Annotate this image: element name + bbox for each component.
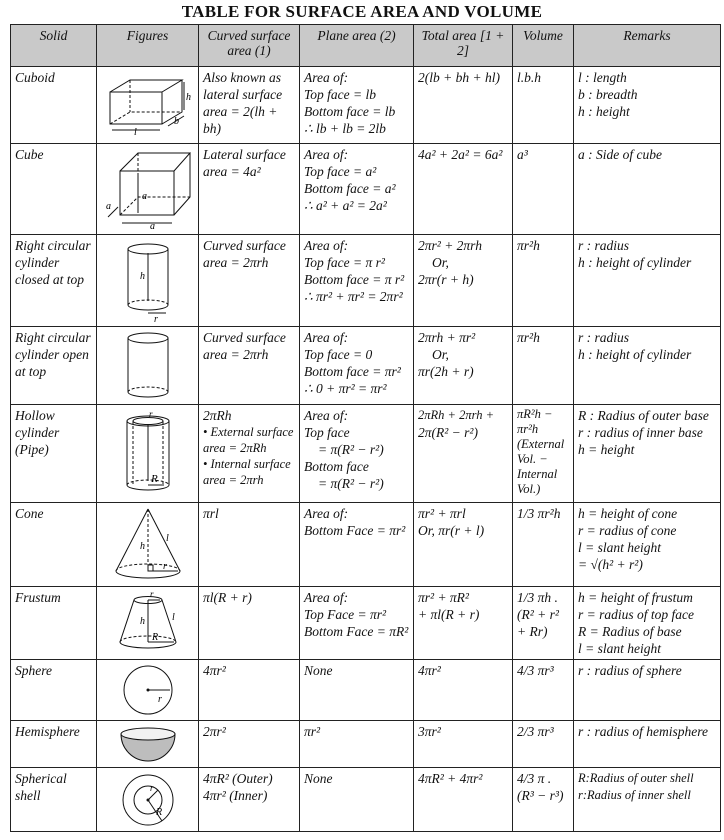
remark-line: r : radius bbox=[578, 330, 630, 345]
remark-line: h = height of frustum bbox=[578, 590, 693, 605]
header-plane: Plane area (2) bbox=[300, 25, 414, 67]
figure-cell bbox=[97, 503, 199, 587]
plane-line: ∴ lb + lb = 2lb bbox=[304, 121, 386, 136]
table-row bbox=[11, 503, 721, 587]
remark-line: r:Radius of inner shell bbox=[578, 788, 691, 802]
total-area bbox=[414, 144, 513, 235]
remark-line: b : breadth bbox=[578, 87, 638, 102]
solid-name: Cone bbox=[11, 503, 97, 587]
plane-line: Area of: bbox=[304, 590, 349, 605]
total-line: + πl(R + r) bbox=[418, 607, 480, 622]
plane-line: Area of: bbox=[304, 147, 349, 162]
plane-line: Area of: bbox=[304, 408, 349, 423]
volume bbox=[513, 721, 574, 768]
volume-line: 4/3 πr³ bbox=[517, 663, 554, 678]
plane-line: Area of: bbox=[304, 70, 349, 85]
total-line: 4πR² + 4πr² bbox=[418, 771, 483, 786]
volume-line: πR²h − bbox=[517, 407, 553, 421]
figure-cell bbox=[97, 235, 199, 327]
total-area bbox=[414, 660, 513, 721]
remarks bbox=[574, 768, 721, 832]
plane-line: Bottom Face = πR² bbox=[304, 624, 409, 639]
header-remarks: Remarks bbox=[574, 25, 721, 67]
plane-area bbox=[300, 67, 414, 144]
solid-name: Right circular cylinder closed at top bbox=[11, 235, 97, 327]
sphere-icon bbox=[118, 662, 178, 718]
volume-line: πr²h bbox=[517, 238, 540, 253]
figure-cell bbox=[97, 144, 199, 235]
curved-area: Also known as lateral surface area = 2(lh + bh) bbox=[199, 67, 300, 144]
fig-label-r: r bbox=[153, 313, 158, 323]
curved-area bbox=[199, 768, 300, 832]
plane-line: ∴ a² + a² = 2a² bbox=[304, 198, 387, 213]
plane-line: Bottom Face = πr² bbox=[304, 523, 406, 538]
table-row bbox=[11, 67, 721, 144]
plane-line: Bottom face = π r² bbox=[304, 272, 405, 287]
volume bbox=[513, 144, 574, 235]
remark-line: l = slant height bbox=[578, 641, 661, 656]
plane-area bbox=[300, 144, 414, 235]
fig-label-l: l bbox=[171, 612, 175, 623]
total-line: 2πrh + πr² bbox=[418, 330, 476, 345]
fig-label-R: R bbox=[151, 632, 158, 643]
remarks bbox=[574, 587, 721, 660]
solid-name: Frustum bbox=[11, 587, 97, 660]
frustum-icon bbox=[108, 590, 188, 656]
total-line: 2πRh + 2πrh + bbox=[418, 408, 495, 422]
plane-line: Area of: bbox=[304, 330, 349, 345]
figure-cell bbox=[97, 660, 199, 721]
total-area bbox=[414, 67, 513, 144]
figure-cell bbox=[97, 768, 199, 832]
plane-area bbox=[300, 503, 414, 587]
plane-area bbox=[300, 235, 414, 327]
surface-area-volume-table bbox=[10, 24, 721, 832]
curved-line: • Internal surface area = 2πrh bbox=[203, 457, 291, 487]
plane-line: Area of: bbox=[304, 238, 349, 253]
remark-line: h = height bbox=[578, 442, 635, 457]
volume bbox=[513, 660, 574, 721]
volume-line: πr²h bbox=[517, 330, 540, 345]
volume-line: + Rr) bbox=[517, 624, 548, 639]
total-area bbox=[414, 235, 513, 327]
header-total: Total area [1 + 2] bbox=[414, 25, 513, 67]
curved-area: Curved surface area = 2πrh bbox=[199, 327, 300, 405]
remarks bbox=[574, 235, 721, 327]
remarks bbox=[574, 503, 721, 587]
total-line: Or, bbox=[432, 347, 449, 362]
remarks bbox=[574, 144, 721, 235]
plane-line: Bottom face = a² bbox=[304, 181, 396, 196]
volume-line: 1/3 πr²h bbox=[517, 506, 561, 521]
curved-area bbox=[199, 405, 300, 503]
solid-name: Spherical shell bbox=[11, 768, 97, 832]
remark-line: a : Side of cube bbox=[578, 147, 662, 162]
fig-label-a: a bbox=[141, 191, 147, 202]
curved-area: 4πr² bbox=[199, 660, 300, 721]
total-line: 2(lb + bh + hl) bbox=[418, 70, 500, 85]
fig-label-R: R bbox=[150, 472, 158, 485]
volume-line: 1/3 πh . bbox=[517, 590, 558, 605]
total-area bbox=[414, 721, 513, 768]
plane-line: Top face = π r² bbox=[304, 255, 385, 270]
curved-line: 4πR² (Outer) bbox=[203, 771, 273, 786]
total-area bbox=[414, 503, 513, 587]
fig-label-r: r bbox=[149, 782, 154, 793]
solid-name: Hemisphere bbox=[11, 721, 97, 768]
curved-area: πl(R + r) bbox=[199, 587, 300, 660]
total-line: πr² + πR² bbox=[418, 590, 469, 605]
figure-cell bbox=[97, 405, 199, 503]
fig-label-l: l bbox=[133, 127, 137, 138]
remark-line: l : length bbox=[578, 70, 627, 85]
remark-line: R = Radius of base bbox=[578, 624, 682, 639]
curved-area: Curved surface area = 2πrh bbox=[199, 235, 300, 327]
header-figures: Figures bbox=[97, 25, 199, 67]
plane-line: πr² bbox=[304, 724, 321, 739]
solid-name: Cuboid bbox=[11, 67, 97, 144]
volume bbox=[513, 768, 574, 832]
hemisphere-icon bbox=[115, 724, 181, 764]
fig-label-r: r bbox=[148, 408, 153, 419]
remark-line: = √(h² + r²) bbox=[578, 557, 643, 572]
volume bbox=[513, 67, 574, 144]
page-title: TABLE FOR SURFACE AREA AND VOLUME bbox=[181, 2, 543, 21]
fig-label-h: h bbox=[139, 540, 145, 552]
table-row bbox=[11, 587, 721, 660]
fig-label-l: l bbox=[165, 532, 169, 544]
fig-label-h: h bbox=[139, 270, 145, 282]
cone-icon bbox=[108, 505, 188, 585]
total-line: 2πr(r + h) bbox=[418, 272, 474, 287]
total-line: πr(2h + r) bbox=[418, 364, 474, 379]
volume-line: (R² + r² bbox=[517, 607, 559, 622]
curved-area: 2πr² bbox=[199, 721, 300, 768]
plane-area bbox=[300, 721, 414, 768]
total-line: 3πr² bbox=[418, 724, 441, 739]
fig-label-b: b bbox=[173, 116, 179, 127]
plane-line: None bbox=[304, 663, 333, 678]
remark-line: l = slant height bbox=[578, 540, 661, 555]
fig-label-r: r bbox=[157, 694, 162, 705]
header-volume: Volume bbox=[513, 25, 574, 67]
remark-line: h : height of cylinder bbox=[578, 255, 692, 270]
plane-area bbox=[300, 768, 414, 832]
remark-line: R : Radius of outer base bbox=[578, 408, 709, 423]
volume bbox=[513, 503, 574, 587]
plane-line: Top face = a² bbox=[304, 164, 377, 179]
figure-cell bbox=[97, 721, 199, 768]
table-row bbox=[11, 144, 721, 235]
table-row bbox=[11, 660, 721, 721]
remarks bbox=[574, 405, 721, 503]
table-row bbox=[11, 327, 721, 405]
total-line: Or, πr(r + l) bbox=[418, 523, 485, 538]
figure-cell bbox=[97, 67, 199, 144]
volume-line: (External Vol. − bbox=[517, 437, 565, 466]
plane-line: Top face = lb bbox=[304, 87, 376, 102]
plane-line: Top face bbox=[304, 425, 350, 440]
remarks bbox=[574, 67, 721, 144]
hollow-cylinder-icon bbox=[118, 409, 178, 499]
fig-label-r: r bbox=[162, 560, 167, 572]
fig-label-h: h bbox=[185, 92, 191, 103]
volume bbox=[513, 587, 574, 660]
remark-line: r = radius of cone bbox=[578, 523, 677, 538]
total-area bbox=[414, 768, 513, 832]
solid-name: Sphere bbox=[11, 660, 97, 721]
remarks bbox=[574, 660, 721, 721]
total-line: Or, bbox=[432, 255, 449, 270]
cube-icon bbox=[104, 147, 192, 231]
fig-label-h: h bbox=[139, 616, 145, 627]
plane-line: Bottom face bbox=[304, 459, 369, 474]
figure-cell bbox=[97, 587, 199, 660]
remark-line: h : height of cylinder bbox=[578, 347, 692, 362]
remark-line: r = radius of top face bbox=[578, 607, 694, 622]
total-line: 4πr² bbox=[418, 663, 441, 678]
remark-line: r : radius bbox=[578, 238, 630, 253]
remark-line: r : radius of inner base bbox=[578, 425, 703, 440]
plane-line: Bottom face = πr² bbox=[304, 364, 401, 379]
volume-line: 4/3 π . bbox=[517, 771, 552, 786]
plane-line: Area of: bbox=[304, 506, 349, 521]
total-area bbox=[414, 405, 513, 503]
curved-area: πrl bbox=[199, 503, 300, 587]
table-row bbox=[11, 405, 721, 503]
total-line: 2π(R² − r²) bbox=[418, 425, 478, 440]
table-row bbox=[11, 768, 721, 832]
volume bbox=[513, 327, 574, 405]
curved-line: 2πRh bbox=[203, 408, 232, 423]
header-curved: Curved surface area (1) bbox=[199, 25, 300, 67]
figure-cell bbox=[97, 327, 199, 405]
solid-name: Hollow cylinder (Pipe) bbox=[11, 405, 97, 503]
open-cylinder-icon bbox=[118, 330, 178, 402]
volume bbox=[513, 235, 574, 327]
volume-line: l.b.h bbox=[517, 70, 542, 85]
remark-line: r : radius of sphere bbox=[578, 663, 682, 678]
remark-line: R:Radius of outer shell bbox=[578, 771, 694, 785]
volume-line: a³ bbox=[517, 147, 528, 162]
table-row bbox=[11, 721, 721, 768]
plane-line: = π(R² − r²) bbox=[318, 442, 384, 457]
total-area bbox=[414, 327, 513, 405]
solid-name: Cube bbox=[11, 144, 97, 235]
volume-line: Internal Vol.) bbox=[517, 467, 558, 496]
plane-area bbox=[300, 660, 414, 721]
remark-line: r : radius of hemisphere bbox=[578, 724, 708, 739]
solid-name: Right circular cylinder open at top bbox=[11, 327, 97, 405]
curved-line: 4πr² (Inner) bbox=[203, 788, 268, 803]
header-solid: Solid bbox=[11, 25, 97, 67]
plane-line: ∴ 0 + πr² = πr² bbox=[304, 381, 387, 396]
plane-line: Top face = 0 bbox=[304, 347, 373, 362]
volume bbox=[513, 405, 574, 503]
volume-line: 2/3 πr³ bbox=[517, 724, 554, 739]
remarks bbox=[574, 327, 721, 405]
total-area bbox=[414, 587, 513, 660]
remark-line: h : height bbox=[578, 104, 630, 119]
plane-line: ∴ πr² + πr² = 2πr² bbox=[304, 289, 403, 304]
closed-cylinder-icon bbox=[118, 239, 178, 323]
plane-area bbox=[300, 405, 414, 503]
plane-line: Bottom face = lb bbox=[304, 104, 396, 119]
plane-area bbox=[300, 327, 414, 405]
total-line: 2πr² + 2πrh bbox=[418, 238, 482, 253]
remark-line: h = height of cone bbox=[578, 506, 678, 521]
plane-line: None bbox=[304, 771, 333, 786]
table-row bbox=[11, 235, 721, 327]
plane-line: = π(R² − r²) bbox=[318, 476, 384, 491]
curved-area: Lateral surface area = 4a² bbox=[199, 144, 300, 235]
spherical-shell-icon bbox=[118, 771, 178, 829]
fig-label-r: r bbox=[149, 590, 154, 599]
volume-line: (R³ − r³) bbox=[517, 788, 564, 803]
volume-line: πr²h bbox=[517, 422, 539, 436]
fig-label-R: R bbox=[155, 806, 162, 818]
remarks bbox=[574, 721, 721, 768]
curved-line: • External surface area = 2πRh bbox=[203, 425, 294, 455]
fig-label-a: a bbox=[149, 221, 155, 231]
fig-label-a: a bbox=[105, 201, 111, 212]
header-row bbox=[11, 25, 721, 67]
plane-area bbox=[300, 587, 414, 660]
total-line: 4a² + 2a² = 6a² bbox=[418, 147, 503, 162]
total-line: πr² + πrl bbox=[418, 506, 466, 521]
cuboid-icon bbox=[104, 72, 192, 138]
plane-line: Top Face = πr² bbox=[304, 607, 387, 622]
